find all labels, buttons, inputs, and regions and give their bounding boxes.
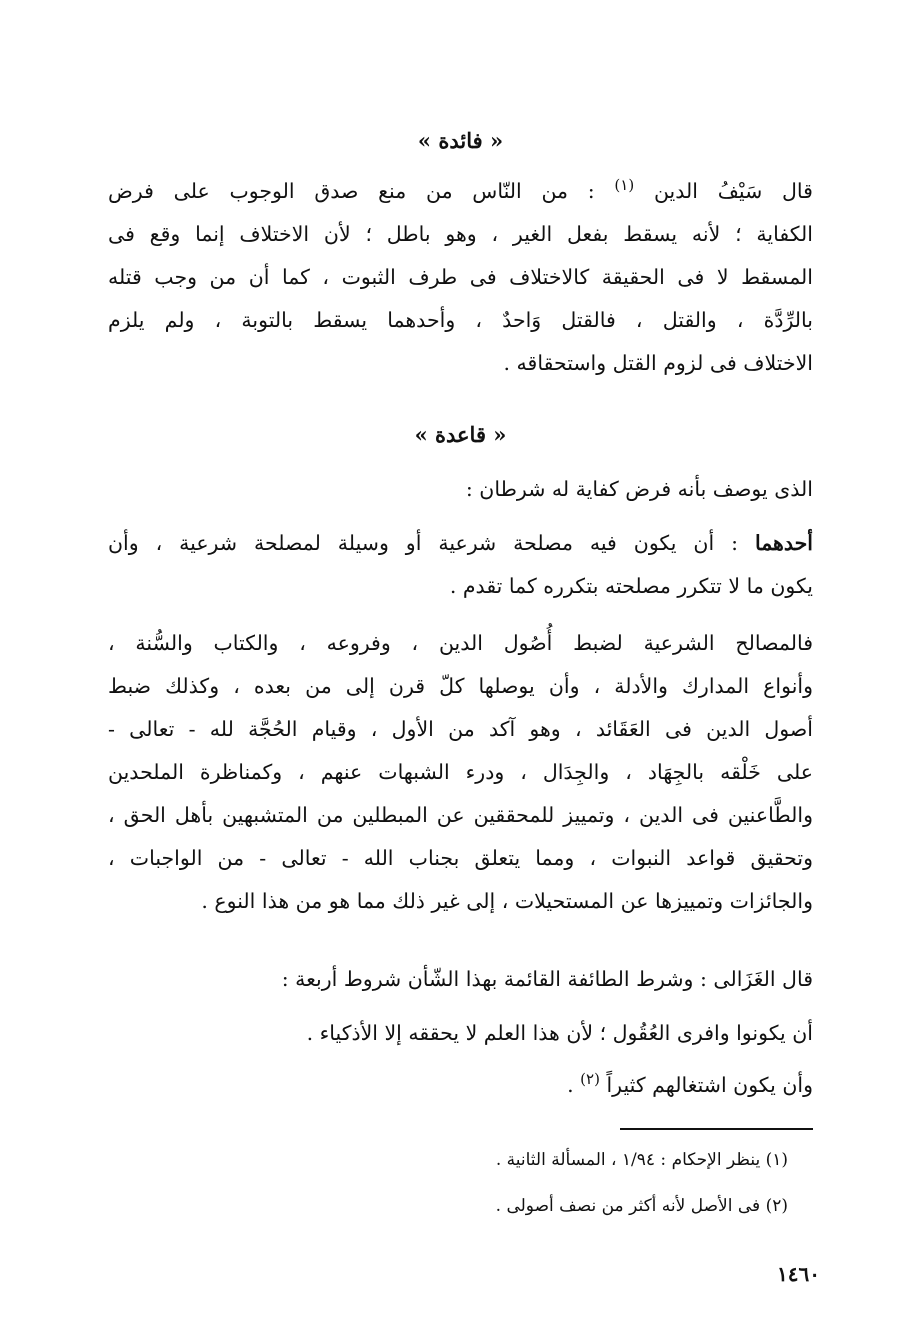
text-line: وتحقيق قواعد النبوات ، ومما يتعلق بجناب الله - تعالى - من الواجبات ، xyxy=(108,846,813,870)
text-line: أصول الدين فى العَقَائد ، وهو آكد من الأول ، وقيام الحُجَّة لله - تعالى - xyxy=(108,717,813,741)
text-line: والجائزات وتمييزها عن المستحيلات ، إلى غير ذلك مما هو من هذا النوع . xyxy=(201,889,813,913)
footnote-reference-1[interactable]: (١) xyxy=(614,176,635,195)
text-line: أحدهما : أن يكون فيه مصلحة شرعية أو وسيلة لمصلحة شرعية ، وأن xyxy=(108,531,813,555)
text-line: والطَّاعنين فى الدين ، وتمييز للمحققين عن المبطلين من المتشبهين بأهل الحق ، xyxy=(108,803,813,827)
text-line: المسقط لا فى الحقيقة كالاختلاف فى طرف الثبوت ، كما أن من وجب قتله xyxy=(108,265,813,289)
text-line: الذى يوصف بأنه فرض كفاية له شرطان : xyxy=(465,477,813,501)
paragraph-shariah-interests xyxy=(108,622,813,923)
paragraph-faida xyxy=(108,170,813,385)
text-line: وأن يكون اشتغالهم كثيراً $^{(٢)}$ . xyxy=(567,1070,813,1097)
text-line: على خَلْقه بالجِهَاد ، والجِدَال ، ودرء الشبهات عنهم ، وكمناظرة الملحدين xyxy=(108,760,813,784)
text-line: الاختلاف فى لزوم القتل واستحقاقه . xyxy=(503,351,813,375)
footnote-2: (٢) فى الأصل لأنه أكثر من نصف أصولى . xyxy=(495,1196,788,1216)
text-line: وأنواع المدارك والأدلة ، وأن يوصلها كلّ قرن إلى من بعده ، وكذلك ضبط xyxy=(108,674,813,698)
section-heading-qaida: « قاعدة » xyxy=(414,422,507,447)
paragraph-first-condition xyxy=(108,522,813,608)
text-line: قال سَيْفُ الدين $^{(١)}$ : من النّاس من منع صدق الوجوب على فرض xyxy=(108,176,813,203)
footnote-reference-2[interactable]: (٢) xyxy=(580,1070,600,1089)
footnote-separator xyxy=(620,1128,813,1130)
term-ahaduhuma: أحدهما xyxy=(754,531,813,555)
text-line: فالمصالح الشرعية لضبط أُصُول الدين ، وفروعه ، والكتاب والسُّنة ، xyxy=(108,631,813,655)
paragraph-condition-occupation xyxy=(108,1064,813,1107)
paragraph-intro xyxy=(108,468,813,511)
paragraph-ghazali xyxy=(108,958,813,1001)
text-line: قال الغَزَالى : وشرط الطائفة القائمة بهذا الشّأن شروط أربعة : xyxy=(281,967,813,991)
page-number: ١٤٦٠ xyxy=(777,1262,820,1286)
section-heading-faida: « فائدة » xyxy=(417,128,504,153)
text-line: أن يكونوا وافرى العُقُول ؛ لأن هذا العلم لا يحققه إلا الأذكياء . xyxy=(306,1021,813,1045)
text-line: يكون ما لا تتكرر مصلحته بتكرره كما تقدم . xyxy=(449,574,813,598)
text-line: بالرِّدَّة ، والقتل ، فالقتل وَاحدٌ ، وأحدهما يسقط بالتوبة ، ولم يلزم xyxy=(108,308,813,332)
text-line: الكفاية ؛ لأنه يسقط بفعل الغير ، وهو باطل ؛ لأن الاختلاف إنما وقع فى xyxy=(108,222,813,246)
paragraph-condition-intellect xyxy=(108,1012,813,1055)
footnote-1: (١) ينظر الإحكام : ١/٩٤ ، المسألة الثانية . xyxy=(495,1150,788,1170)
